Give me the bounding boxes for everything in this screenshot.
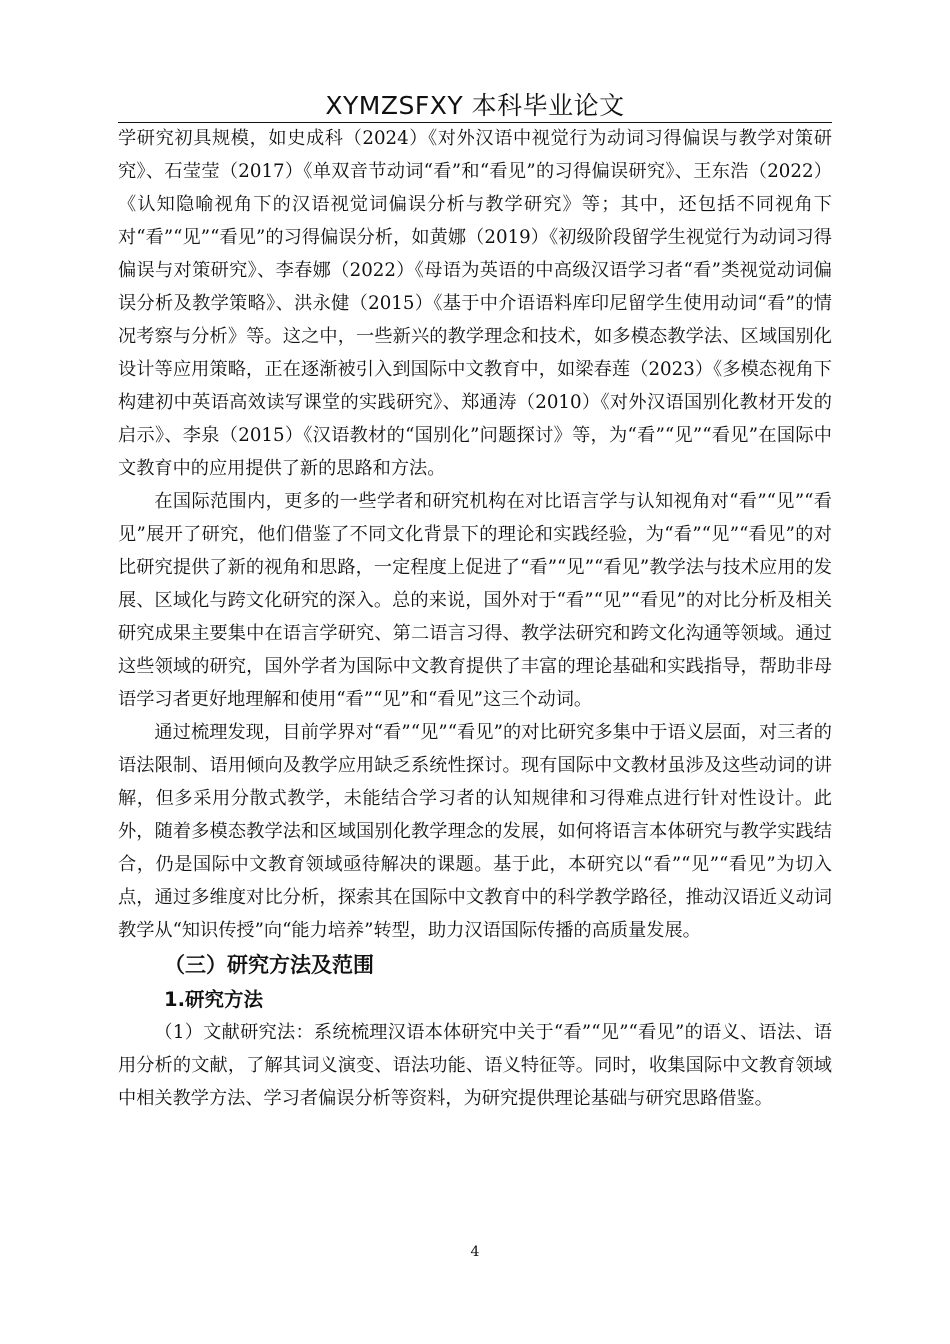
subsection-heading: 1.研究方法 (164, 988, 263, 1011)
page-number: 4 (470, 1244, 480, 1260)
method-paragraph: （1）文献研究法：系统梳理汉语本体研究中关于“看”“见”“看见”的语义、语法、语用分析的文献，了解其词义演变、语法功能、语义特征等。同时，收集国际中文教育领域中相关教学方法、学习者偏误分析等资料，为研究提供理论基础与研究思路借鉴。 (118, 1022, 832, 1109)
running-header: XYMZSFXY 本科毕业论文 (325, 91, 625, 120)
paragraph-continued: 学研究初具规模，如史成科（2024）《对外汉语中视觉行为动词习得偏误与教学对策研究》、石莹莹（2017）《单双音节动词“看”和“看见”的习得偏误研究》、王东浩（2022）《认知隐喻视角下的汉语视觉词偏误分析与教学研究》等；其中，还包括不同视角下对“看”“见”“看见”的习得偏误分析，如黄娜（2019）《初级阶段留学生视觉行为动词习得偏误与对策研究》、李春娜（2022）《母语为英语的中高级汉语学习者“看”类视觉动词偏误分析及教学策略》、洪永健（2015）《基于中介语语料库印尼留学生使用动词“看”的情况考察与分析》等。这之中，一些新兴的教学理念和技术，如多模态教学法、区域国别化设计等应用策略，正在逐渐被引入到国际中文教育中，如梁春莲（2023）《多模态视角下构建初中英语高效读写课堂的实践研究》、郑通涛（2010）《对外汉语国别化教材开发的启示》、李泉（2015）《汉语教材的“国别化”问题探讨》等，为“看”“见”“看见”在国际中文教育中的应用提供了新的思路和方法。 (118, 128, 832, 479)
section-heading: （三）研究方法及范围 (164, 953, 374, 977)
body-text (118, 122, 832, 1115)
paragraph: 通过梳理发现，目前学界对“看”“见”“看见”的对比研究多集中于语义层面，对三者的语法限制、语用倾向及教学应用缺乏系统性探讨。现有国际中文教材虽涉及这些动词的讲解，但多采用分散式教学，未能结合学习者的认知规律和习得难点进行针对性设计。此外，随着多模态教学法和区域国别化教学理念的发展，如何将语言本体研究与教学实践结合，仍是国际中文教育领域亟待解决的课题。基于此，本研究以“看”“见”“看见”为切入点，通过多维度对比分析，探索其在国际中文教育中的科学教学路径，推动汉语近义动词教学从“知识传授”向“能力培养”转型，助力汉语国际传播的高质量发展。 (118, 722, 832, 941)
paragraph: 在国际范围内，更多的一些学者和研究机构在对比语言学与认知视角对“看”“见”“看见”展开了研究，他们借鉴了不同文化背景下的理论和实践经验，为“看”“见”“看见”的对比研究提供了新的视角和思路，一定程度上促进了“看”“见”“看见”教学法与技术应用的发展、区域化与跨文化研究的深入。总的来说，国外对于“看”“见”“看见”的对比分析及相关研究成果主要集中在语言学研究、第二语言习得、教学法研究和跨文化沟通等领域。通过这些领域的研究，国外学者为国际中文教育提供了丰富的理论基础和实践指导，帮助非母语学习者更好地理解和使用“看”“见”和“看见”这三个动词。 (118, 491, 832, 710)
